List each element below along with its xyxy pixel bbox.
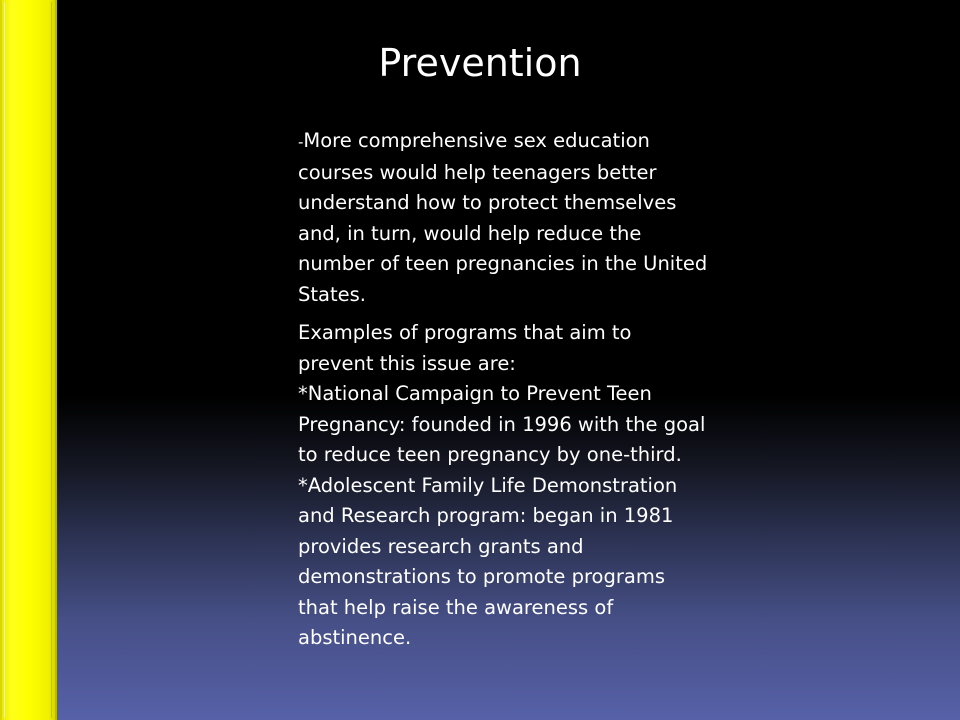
program-item-national-campaign: *National Campaign to Prevent Teen xyxy=(298,382,652,405)
slide-body xyxy=(298,126,768,654)
text-line: abstinence. xyxy=(298,626,412,649)
text-line: -More comprehensive sex education xyxy=(298,129,650,152)
slide-title: Prevention xyxy=(378,41,582,85)
dash-prefix: - xyxy=(298,133,304,151)
yellow-accent-bar xyxy=(0,0,57,720)
text-line: and Research program: began in 1981 xyxy=(298,504,674,527)
text-line: that help raise the awareness of xyxy=(298,595,614,619)
text-line: demonstrations to promote programs xyxy=(298,565,665,588)
accent-bar-bevel xyxy=(4,2,52,718)
text-line: States. xyxy=(298,282,366,306)
program-item-adolescent-family-life: *Adolescent Family Life Demonstration xyxy=(298,473,678,497)
paragraph-program-examples xyxy=(298,318,768,654)
text-line: prevent this issue are: xyxy=(298,351,516,375)
text-line: provides research grants and xyxy=(298,534,584,558)
text-line: understand how to protect themselves xyxy=(298,191,677,214)
paragraph-sex-education xyxy=(298,126,768,310)
text-line: and, in turn, would help reduce the xyxy=(298,221,642,245)
text-line: courses would help teenagers better xyxy=(298,160,657,184)
text-line: number of teen pregnancies in the United xyxy=(298,252,708,275)
text-line: to reduce teen pregnancy by one-third. xyxy=(298,443,682,466)
text-line: Pregnancy: founded in 1996 with the goal xyxy=(298,412,706,436)
text-line: Examples of programs that aim to xyxy=(298,321,632,344)
